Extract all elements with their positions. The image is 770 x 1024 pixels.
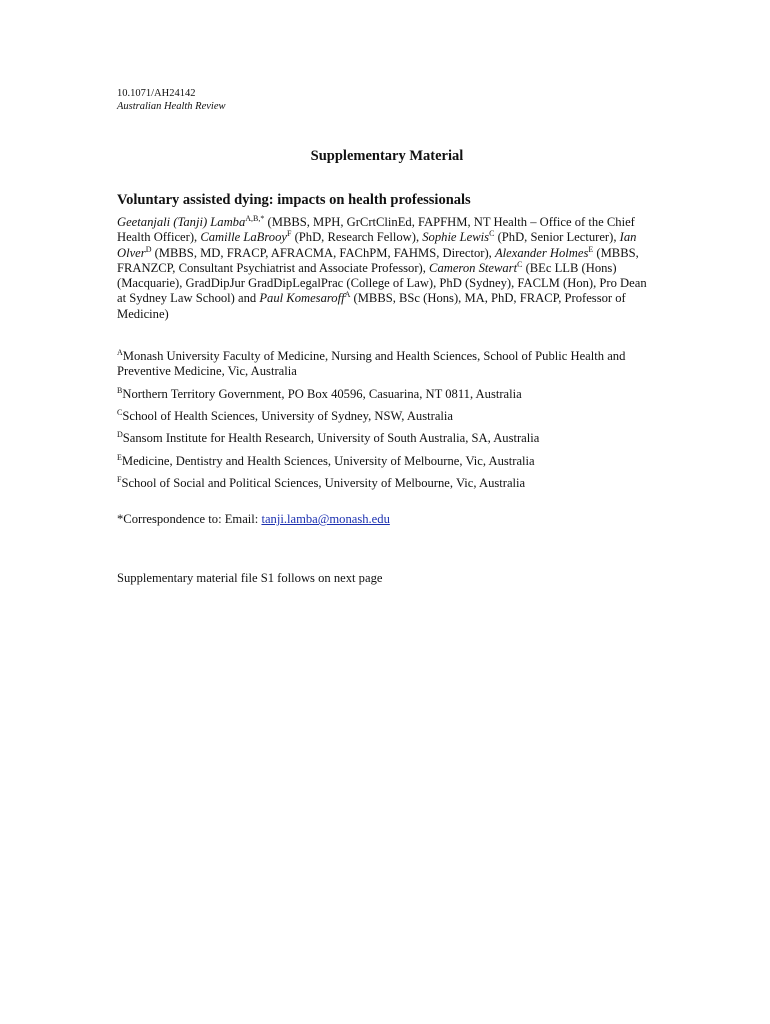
author-credentials: (MBBS, BSc (Hons), MA, PhD, FRACP, Professor of Medicine) (117, 291, 626, 321)
author-superscript: A,B,* (245, 214, 265, 223)
affiliation-superscript: C (117, 407, 123, 417)
journal-name: Australian Health Review (117, 101, 226, 112)
affiliation-text: Monash University Faculty of Medicine, Nursing and Health Sciences, School of Public Health and Preventive Medicine, Vic, Australia (117, 349, 626, 379)
author-name: Cameron Stewart (429, 260, 518, 275)
affiliation-item (117, 349, 657, 380)
author-credentials: (MBBS, FRANZCP, Consultant Psychiatrist and Associate Professor), (117, 245, 639, 275)
affiliation-superscript: B (117, 385, 123, 395)
correspondence-line (117, 512, 657, 527)
affiliation-item (117, 387, 657, 402)
author-superscript: C (517, 259, 523, 269)
author-list (117, 215, 657, 322)
doi-line: 10.1071/AH24142 (117, 88, 196, 99)
author-name: Sophie Lewis (422, 230, 490, 245)
author-superscript: D (145, 244, 152, 254)
affiliation-superscript: D (117, 430, 123, 440)
author-superscript: C (489, 229, 495, 239)
affiliation-text: Northern Territory Government, PO Box 40596, Casuarina, NT 0811, Australia (122, 386, 522, 401)
correspondence-label: *Correspondence to: Email: (117, 512, 262, 527)
affiliation-superscript: A (117, 348, 123, 358)
author-name: Ian Olver (117, 230, 637, 260)
author-credentials: (MBBS, MD, FRACP, AFRACMA, FAChPM, FAHMS, Director), (151, 245, 495, 260)
affiliation-text: Sansom Institute for Health Research, University of South Australia, SA, Australia (122, 431, 540, 446)
author-name: Alexander Holmes (494, 245, 589, 260)
affiliation-list (117, 349, 657, 491)
affiliation-item (117, 454, 657, 469)
author-credentials: (PhD, Research Fellow), (291, 230, 423, 245)
affiliation-item (117, 409, 657, 424)
author-name: Geetanjali (Tanji) Lamba (117, 215, 246, 229)
author-credentials: (BEc LLB (Hons) (Macquarie), GradDipJur GradDipLegalPrac (College of Law), PhD (Sydney), FACLM (Hon), Pro Dean at Sydney Law School) and (117, 260, 647, 306)
affiliation-item (117, 431, 657, 446)
author-superscript: A (344, 290, 351, 300)
affiliation-text: Medicine, Dentistry and Health Sciences, University of Melbourne, Vic, Australia (121, 453, 535, 468)
document-title: Supplementary Material (310, 148, 464, 164)
author-superscript: E (588, 244, 594, 254)
author-superscript: F (286, 229, 292, 239)
affiliation-text: School of Social and Political Sciences, University of Melbourne, Vic, Australia (121, 475, 526, 490)
author-name: Paul Komesaroff (259, 291, 345, 306)
supplementary-note: Supplementary material file S1 follows on next page (117, 571, 383, 586)
author-name: Camille LaBrooy (200, 230, 287, 245)
affiliation-item (117, 476, 657, 491)
email-link[interactable]: tanji.lamba@monash.edu (261, 512, 390, 527)
author-credentials: (PhD, Senior Lecturer), (494, 230, 620, 245)
affiliation-superscript: F (117, 474, 122, 484)
author-credentials: (MBBS, MPH, GrCrtClinEd, FAPFHM, NT Health – Office of the Chief Health Officer), (117, 215, 635, 245)
document-page (117, 87, 657, 586)
article-title: Voluntary assisted dying: impacts on health professionals (117, 192, 471, 208)
affiliation-superscript: E (117, 452, 122, 462)
affiliation-text: School of Health Sciences, University of Sydney, NSW, Australia (122, 408, 453, 423)
